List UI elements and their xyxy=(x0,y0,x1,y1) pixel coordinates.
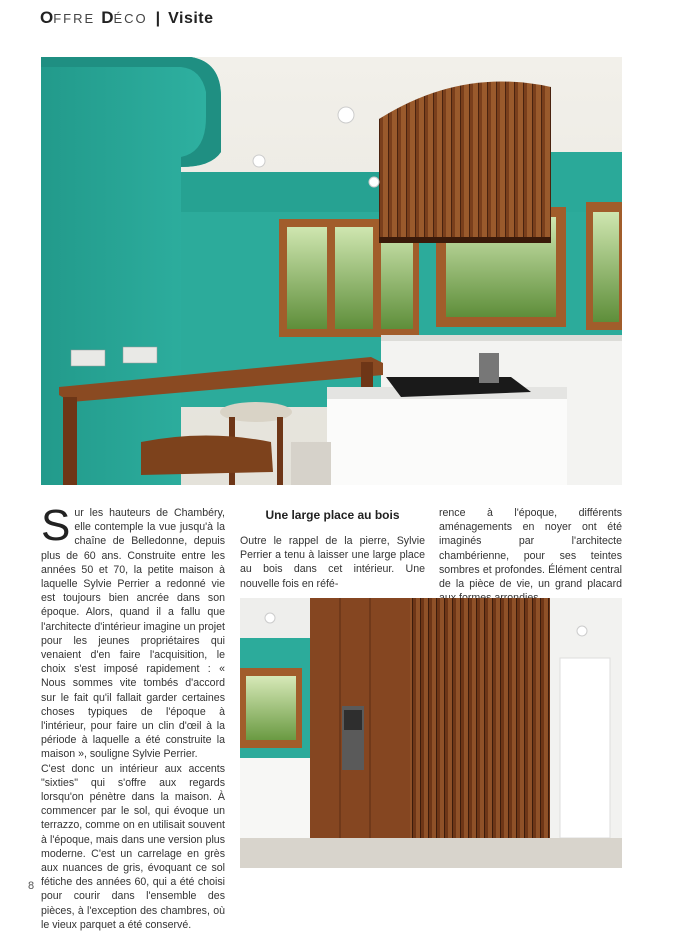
article-column-1 xyxy=(41,501,225,931)
kitchen-island-photo xyxy=(41,57,622,485)
magazine-header xyxy=(40,8,214,32)
page-number: 8 xyxy=(28,880,35,892)
header-offre-initial: O xyxy=(40,8,54,27)
header-deco-rest: ÉCO xyxy=(113,11,148,26)
header-deco-initial: D xyxy=(101,8,114,27)
article-col2-text: Outre le rappel de la pierre, Sylvie Perrier a tenu à laisser une large place au bois dans cet intérieur. Une nouvelle fois en réfé- xyxy=(240,535,425,590)
article-col1b-text: C'est donc un intérieur aux accents "sixties" qui s'offre aux regards lorsqu'on pénètre dans la maison. À commencer par le sol, qui évoque un terrazzo, comme on en utilisait souvent à l'époque, mais dans une version plus moderne. C'est un carrelage en grès aux nuances de gris, évoquant ce sol fétiche des années 60, qui a été choisi pour courir dans l'ensemble des pièces, à l'exception des chambres, où le vieux parquet a été conservé. xyxy=(41,762,225,931)
header-section: Visite xyxy=(168,10,214,27)
article-column-3 xyxy=(439,506,622,591)
article-col3-text: rence à l'époque, différents aménagements en noyer ont été imaginés par l'architecte chambérienne, pour ses teintes sombres et profondes. Élément central de la pièce de vie, un grand placard xyxy=(439,507,622,591)
dropcap-letter: S xyxy=(41,501,71,550)
header-offre-rest: FFRE xyxy=(53,11,96,26)
article-column-2 xyxy=(240,534,425,590)
wood-cabinet-photo xyxy=(240,598,622,868)
section-subheading: Une large place au bois xyxy=(265,508,400,522)
header-separator: | xyxy=(155,10,161,27)
article-col1-text: ur les hauteurs de Chambéry, elle contemple la vue jusqu'à la chaîne de Belledonne, depuis plus de 60 ans. Construite entre les années 50 et 70, la petite maison à laquelle Sylvie Perrier a redonné vie est toujours bien ancrée dans son époque. Alors, quand il a fallu que l'architecte d'intérieur imagine un projet pour les jeunes propriétaires qui venaient d'en faire l'acquisition, le choix s'est imposé rapidement : « Nous sommes vite tombés d'accord sur le fait qu'il fallait garder certaines choses typiques de l'époque à l'intérieur, pour faire un clin d'œil à la période à laquelle a été construite la maison », souligne Sylvie Perrier. xyxy=(41,507,225,761)
